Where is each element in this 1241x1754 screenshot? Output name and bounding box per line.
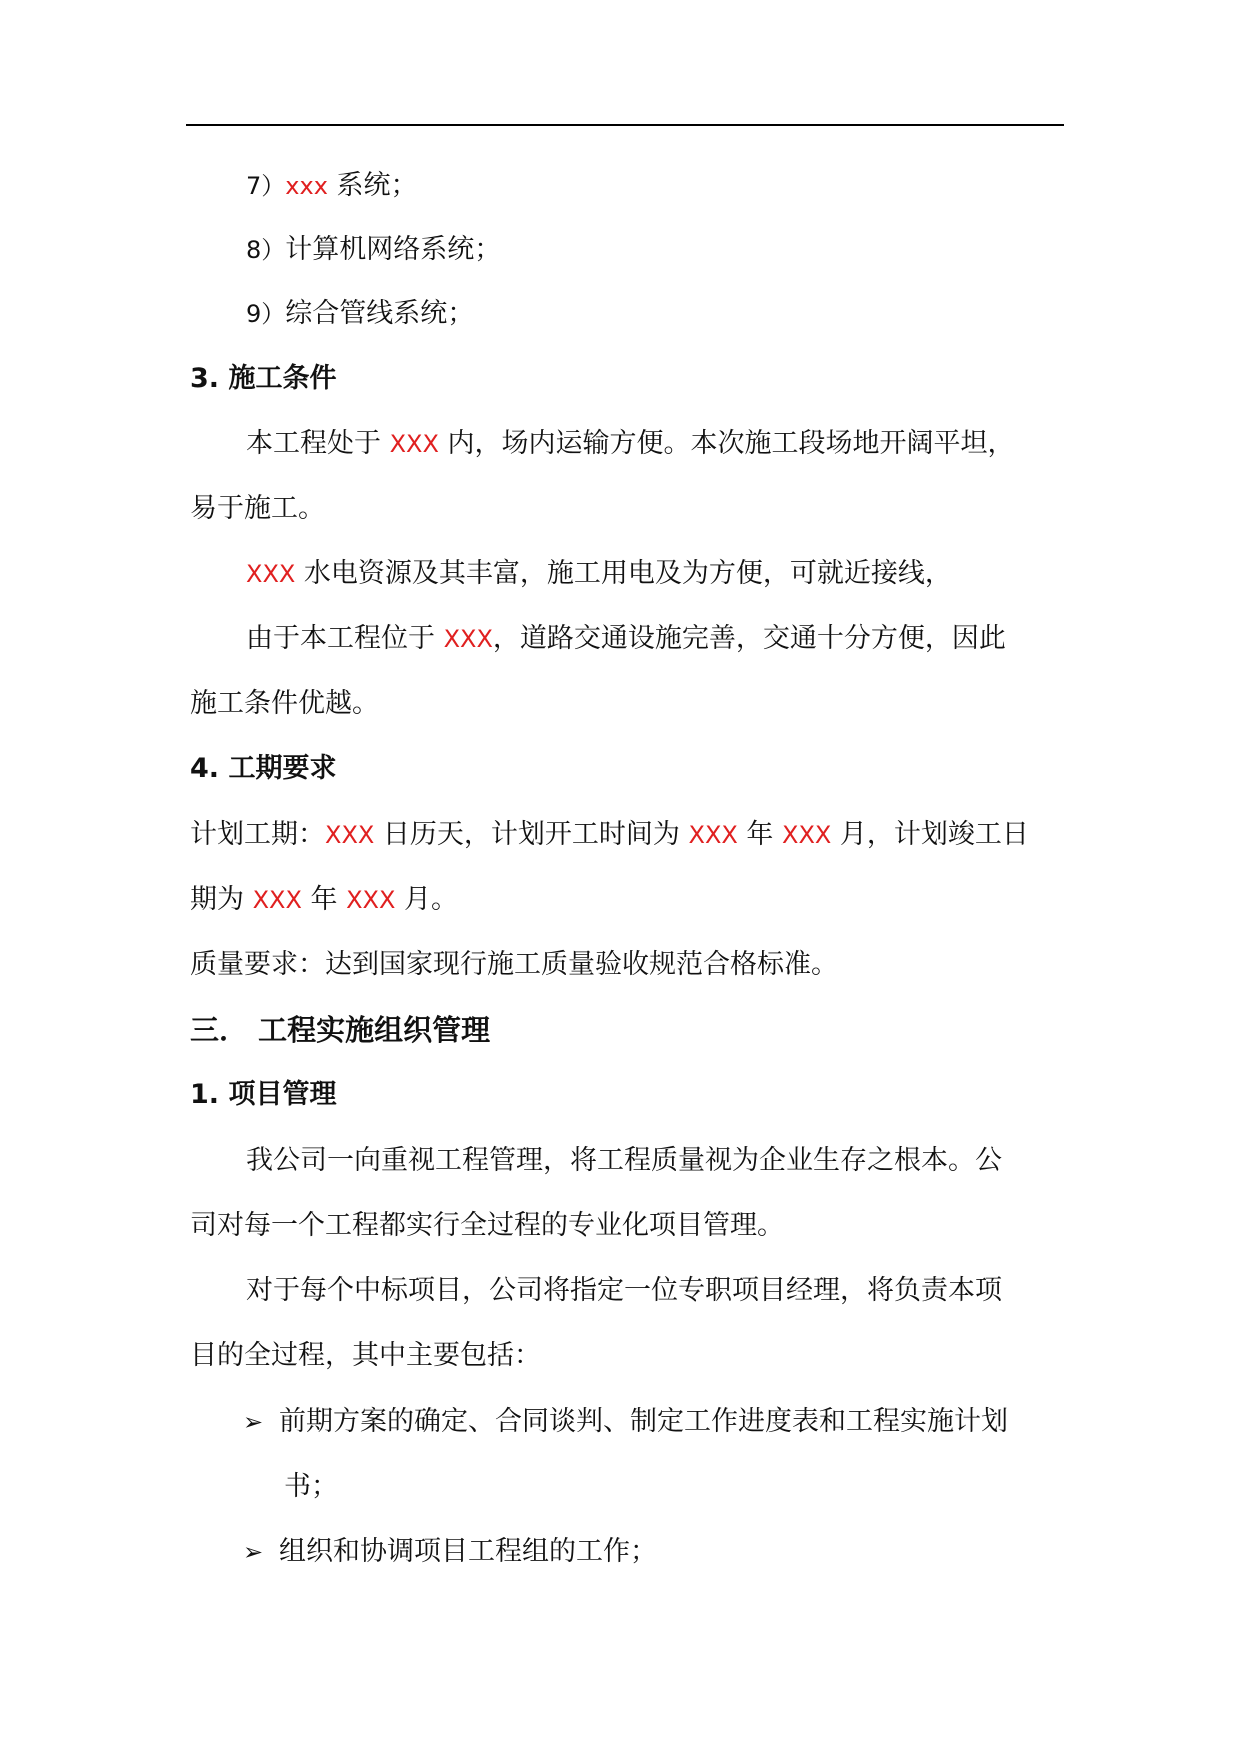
paragraph-line: XXX 水电资源及其丰富，施工用电及为方便，可就近接线， bbox=[246, 558, 952, 589]
placeholder-text: XXX bbox=[346, 886, 396, 914]
bullet-item-continuation: 书； bbox=[284, 1471, 338, 1502]
section-heading-4: 4. 工期要求 bbox=[190, 753, 337, 784]
placeholder-text: XXX bbox=[389, 430, 439, 458]
bullet-item: ➢ 前期方案的确定、合同谈判、制定工作进度表和工程实施计划 bbox=[243, 1404, 1008, 1440]
paragraph-line: 施工条件优越。 bbox=[190, 688, 379, 719]
placeholder-text: XXX bbox=[246, 560, 296, 588]
placeholder-text: XXX bbox=[782, 821, 832, 849]
paragraph-line: 计划工期：XXX 日历天，计划开工时间为 XXX 年 XXX 月，计划竣工日 bbox=[190, 819, 1029, 850]
paragraph-line: 我公司一向重视工程管理，将工程质量视为企业生存之根本。公 bbox=[246, 1145, 1002, 1176]
arrow-bullet-icon: ➢ bbox=[243, 1538, 264, 1566]
header-rule bbox=[186, 124, 1064, 126]
paragraph-line: 对于每个中标项目，公司将指定一位专职项目经理，将负责本项 bbox=[246, 1275, 1002, 1306]
list-item-7 bbox=[246, 168, 417, 204]
section-heading-1: 1. 项目管理 bbox=[190, 1079, 337, 1110]
paragraph-line: 质量要求：达到国家现行施工质量验收规范合格标准。 bbox=[190, 949, 838, 980]
list-number: 7） bbox=[246, 172, 286, 200]
list-text: 系统； bbox=[327, 170, 418, 201]
bullet-item: ➢ 组织和协调项目工程组的工作； bbox=[243, 1534, 657, 1570]
chapter-heading: 三． 工程实施组织管理 bbox=[190, 1013, 491, 1047]
placeholder-text: xxx bbox=[285, 172, 328, 200]
list-item-8 bbox=[246, 232, 501, 268]
list-item-9 bbox=[246, 296, 474, 332]
placeholder-text: XXX bbox=[443, 625, 493, 653]
placeholder-text: XXX bbox=[252, 886, 302, 914]
paragraph-line: 由于本工程位于 XXX，道路交通设施完善，交通十分方便，因此 bbox=[246, 623, 1006, 654]
arrow-bullet-icon: ➢ bbox=[243, 1408, 264, 1436]
placeholder-text: XXX bbox=[688, 821, 738, 849]
paragraph-line: 目的全过程，其中主要包括： bbox=[190, 1340, 541, 1371]
paragraph-line: 本工程处于 XXX 内，场内运输方便。本次施工段场地开阔平坦， bbox=[246, 428, 1015, 459]
list-number: 8） bbox=[246, 236, 286, 264]
list-text: 综合管线系统； bbox=[285, 298, 475, 329]
placeholder-text: XXX bbox=[325, 821, 375, 849]
list-text: 计算机网络系统； bbox=[285, 234, 502, 265]
list-number: 9） bbox=[246, 300, 286, 328]
paragraph-line: 易于施工。 bbox=[190, 493, 325, 524]
paragraph-line: 司对每一个工程都实行全过程的专业化项目管理。 bbox=[190, 1210, 784, 1241]
section-heading-3: 3. 施工条件 bbox=[190, 363, 337, 394]
paragraph-line: 期为 XXX 年 XXX 月。 bbox=[190, 884, 459, 915]
